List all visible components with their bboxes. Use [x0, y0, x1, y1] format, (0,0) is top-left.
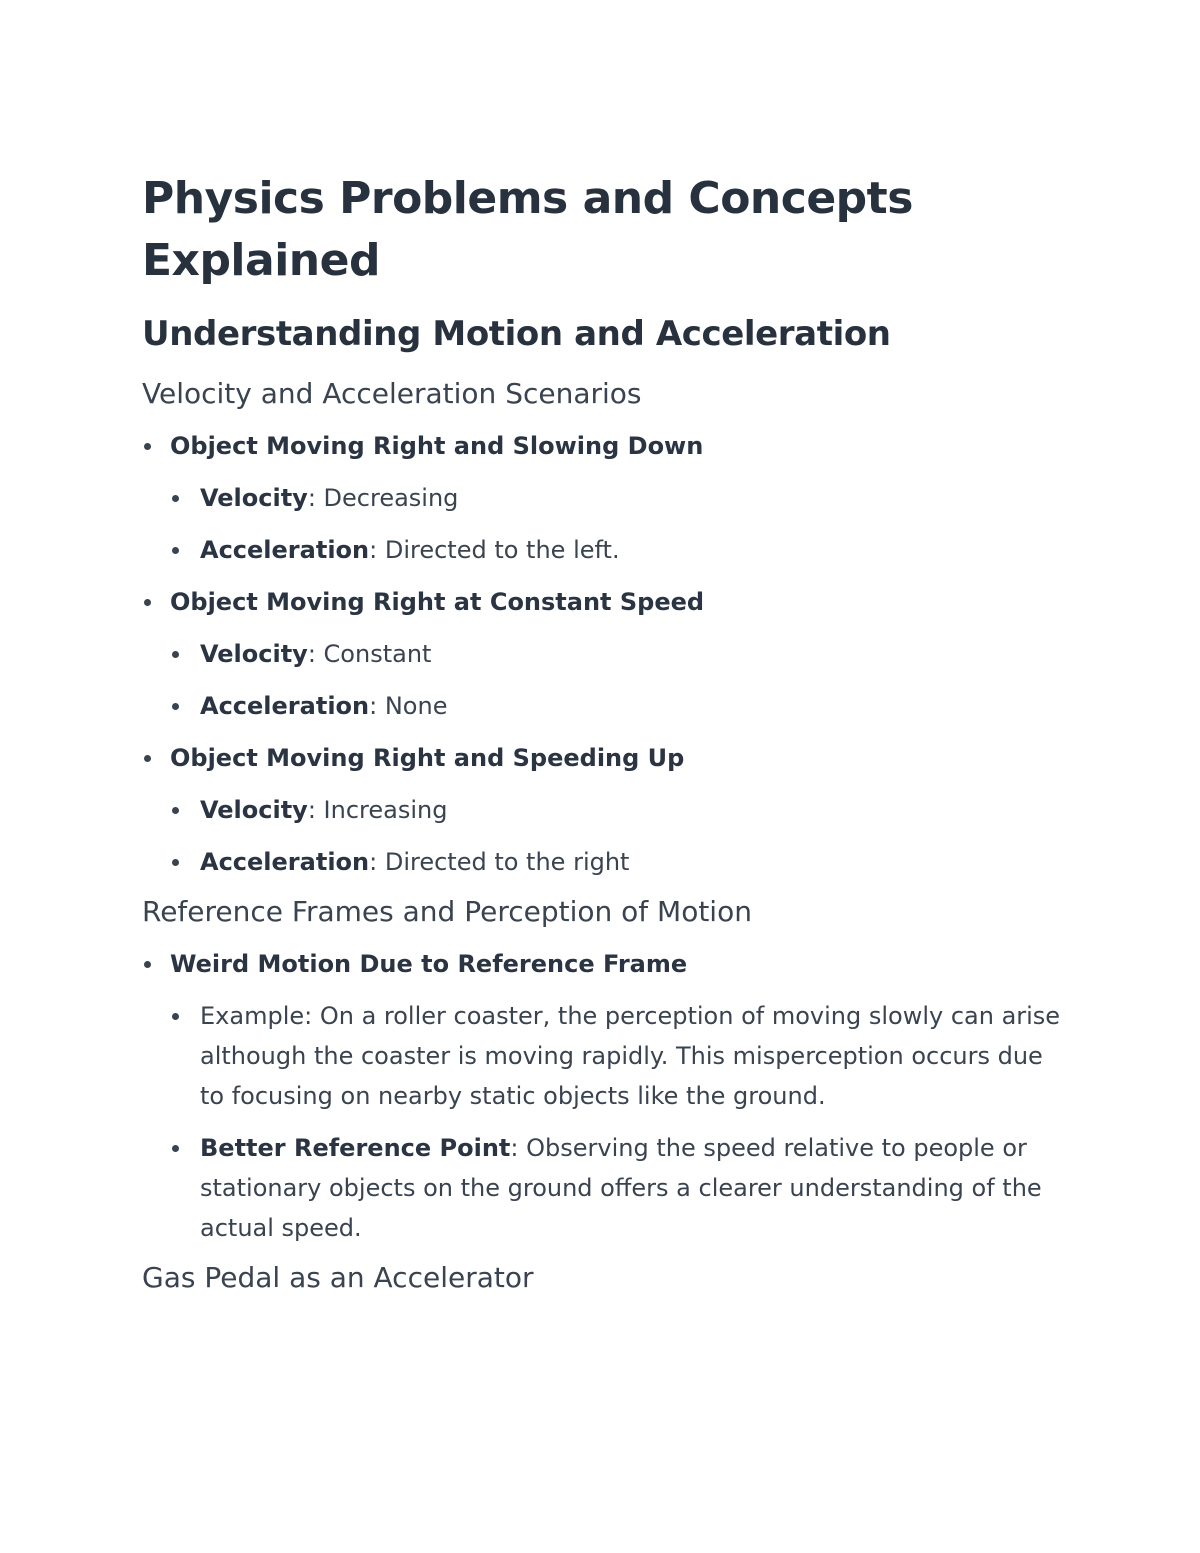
term-value: Directed to the right — [384, 848, 630, 876]
bullet-icon — [144, 961, 151, 968]
term-label: Acceleration — [200, 692, 370, 720]
separator: : — [510, 1134, 527, 1162]
bullet-icon — [172, 1145, 179, 1152]
example-text: Example: On a roller coaster, the perception of moving slowly can arise although the coaster is moving rapidly. This misperception occurs due to focusing on nearby static objects like the ground. — [200, 1002, 1061, 1110]
separator: : — [369, 848, 385, 876]
list-item — [170, 842, 1072, 882]
term-value: Directed to the left. — [384, 536, 620, 564]
sublist — [170, 790, 1072, 882]
separator: : — [307, 640, 324, 668]
sublist — [170, 478, 1072, 570]
bullet-icon — [144, 755, 151, 762]
bullet-icon — [144, 599, 151, 606]
term-label: Velocity — [200, 484, 308, 512]
term-label: Acceleration — [200, 536, 370, 564]
separator: : — [369, 536, 385, 564]
document-page — [142, 168, 1072, 1310]
bullet-icon — [144, 443, 151, 450]
list-item — [170, 996, 1072, 1116]
term-label: Better Reference Point — [200, 1134, 511, 1162]
term-value: Constant — [323, 640, 432, 668]
list-item — [170, 790, 1072, 830]
list-item — [170, 686, 1072, 726]
list-item — [170, 1128, 1072, 1248]
separator: : — [307, 484, 324, 512]
bullet-icon — [172, 547, 179, 554]
topic-label: Weird Motion Due to Reference Frame — [170, 950, 688, 978]
scenario-list — [142, 426, 1072, 882]
subsection-heading-reference-frames: Reference Frames and Perception of Motion — [142, 895, 752, 928]
section-heading: Understanding Motion and Acceleration — [142, 314, 891, 354]
list-item — [170, 478, 1072, 518]
scenario-label: Object Moving Right and Slowing Down — [170, 432, 704, 460]
list-item — [142, 426, 1072, 570]
bullet-icon — [172, 495, 179, 502]
list-item — [142, 944, 1072, 1248]
bullet-icon — [172, 807, 179, 814]
list-item — [170, 634, 1072, 674]
term-value: Decreasing — [323, 484, 459, 512]
term-label: Velocity — [200, 640, 308, 668]
reference-frame-list — [142, 944, 1072, 1248]
term-label: Velocity — [200, 796, 308, 824]
term-label: Acceleration — [200, 848, 370, 876]
subsection-heading-velocity: Velocity and Acceleration Scenarios — [142, 377, 642, 410]
scenario-label: Object Moving Right and Speeding Up — [170, 744, 685, 772]
term-value: Observing the speed relative to people or stationary objects on the ground offers a clearer understanding of the actual speed. — [200, 1134, 1042, 1242]
bullet-icon — [172, 703, 179, 710]
sublist — [170, 634, 1072, 726]
page-title: Physics Problems and Concepts Explained — [142, 173, 913, 286]
list-item — [170, 530, 1072, 570]
term-value: Increasing — [323, 796, 448, 824]
separator: : — [307, 796, 324, 824]
separator: : — [369, 692, 385, 720]
term-value: None — [384, 692, 448, 720]
subsection-heading-gas-pedal: Gas Pedal as an Accelerator — [142, 1261, 534, 1294]
list-item — [142, 582, 1072, 726]
bullet-icon — [172, 1013, 179, 1020]
scenario-label: Object Moving Right at Constant Speed — [170, 588, 705, 616]
bullet-icon — [172, 651, 179, 658]
list-item — [142, 738, 1072, 882]
sublist — [170, 996, 1072, 1248]
bullet-icon — [172, 859, 179, 866]
